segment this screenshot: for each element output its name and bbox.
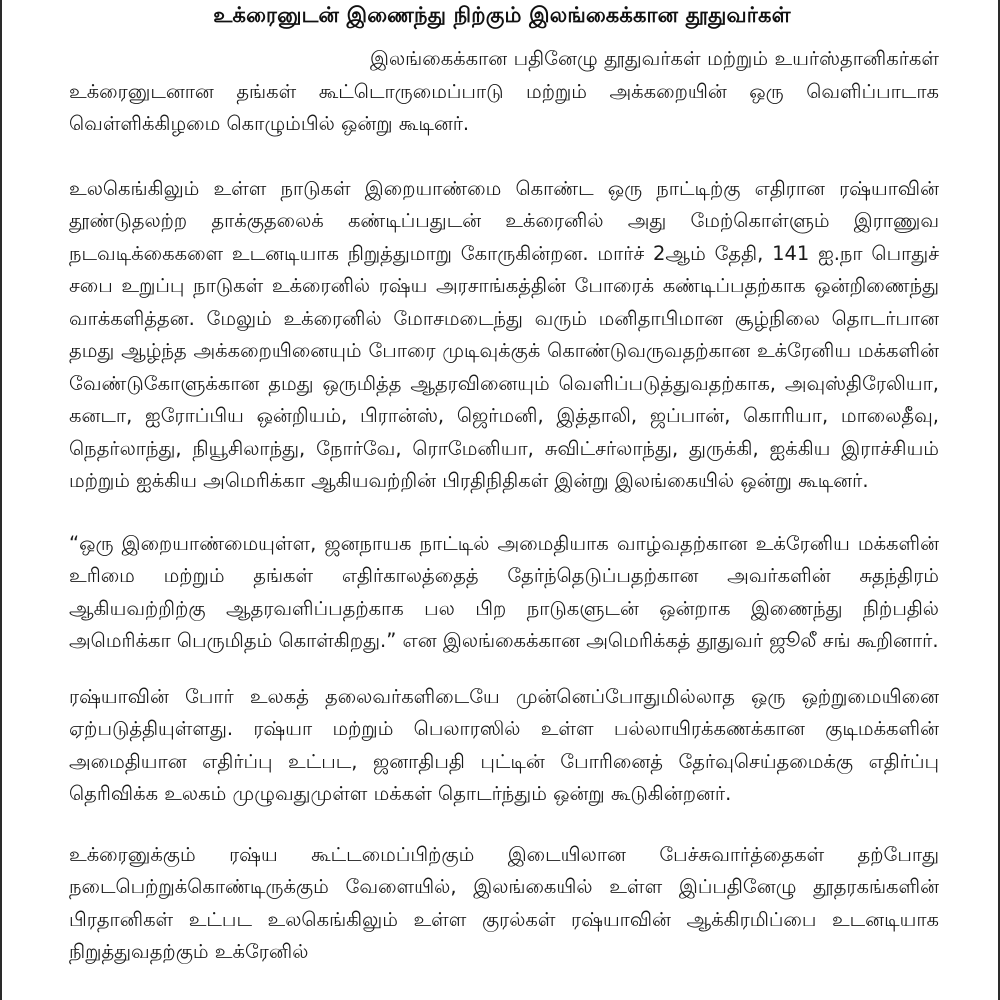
document-body xyxy=(69,43,939,969)
paragraph-ambassador-quote: “ஒரு இறையாண்மையுள்ள, ஜனநாயக நாட்டில் அமைதியாக வாழ்வதற்கான உக்ரேனிய மக்களின் உரிமை மற்றும் தங்கள் எதிர்காலத்தைத் தேர்ந்தெடுப்பதற்கான அவர்களின் சுதந்திரம் ஆகியவற்றிற்கு ஆதரவளிப்பதற்காக பல பிற நாடுகளுடன் ஒன்றாக இணைந்து நிற்பதில் அமெரிக்கா பெருமிதம் கொள்கிறது.” என இலங்கைக்கான அமெரிக்கத் தூதுவர் ஜூலீ சங் கூறினார். xyxy=(69,531,939,652)
document-title: உக்ரைனுடன் இணைந்து நிற்கும் இலங்கைக்கான தூதுவர்கள் xyxy=(213,3,791,27)
paragraph-negotiations: உக்ரைனுக்கும் ரஷ்ய கூட்டமைப்பிற்கும் இடையிலான பேச்சுவார்த்தைகள் தற்போது நடைபெற்றுக்கொண்டிருக்கும் வேளையில், இலங்கையில் உள்ள இப்பதினேழு தூதரகங்களின் பிரதானிகள் உட்பட உலகெங்கிலும் உள்ள குரல்கள் ரஷ்யாவின் ஆக்கிரமிப்பை உடனடியாக நிறுத்துவதற்கும் உக்ரேனில் xyxy=(69,842,939,963)
paragraph-ambassadors-gathering: இலங்கைக்கான பதினேழு தூதுவர்கள் மற்றும் உயர்ஸ்தானிகர்கள் உக்ரைனுடனான தங்கள் கூட்டொருமைப்பாடு மற்றும் அக்கறையின் ஒரு வெளிப்பாடாக வெள்ளிக்கிழமை கொழும்பில் ஒன்று கூடினர். xyxy=(69,47,939,135)
paragraph-world-unity: ரஷ்யாவின் போர் உலகத் தலைவர்களிடையே முன்னெப்போதுமில்லாத ஒரு ஒற்றுமையினை ஏற்படுத்தியுள்ளது. ரஷ்யா மற்றும் பெலாரஸில் உள்ள பல்லாயிரக்கணக்கான குடிமக்களின் அமைதியான எதிர்ப்பு உட்பட, ஜனாதிபதி புட்டின் போரினைத் தேர்வுசெய்தமைக்கு எதிர்ப்பு தெரிவிக்க உலகம் முழுவதுமுள்ள மக்கள் தொடர்ந்தும் ஒன்று கூடுகின்றனர். xyxy=(69,684,939,805)
paragraph-countries-condemn: உலகெங்கிலும் உள்ள நாடுகள் இறையாண்மை கொண்ட ஒரு நாட்டிற்கு எதிரான ரஷ்யாவின் தூண்டுதலற்ற தாக்குதலைக் கண்டிப்பதுடன் உக்ரைனில் அது மேற்கொள்ளும் இராணுவ நடவடிக்கைகளை உடனடியாக நிறுத்துமாறு கோருகின்றன. மார்ச் 2ஆம் தேதி, 141 ஐ.நா பொதுச் சபை உறுப்பு நாடுகள் உக்ரைனில் ரஷ்ய அரசாங்கத்தின் போரைக் கண்டிப்பதற்காக ஒன்றிணைந்து வாக்களித்தன. மேலும் உக்ரைனில் மோசமடைந்து வரும் மனிதாபிமான சூழ்நிலை தொடர்பான தமது ஆழ்ந்த அக்கறையினையும் போரை முடிவுக்குக் கொண்டுவருவதற்கான உக்ரேனிய மக்களின் வேண்டுகோளுக்கான தமது ஒருமித்த ஆதரவினையும் வெளிப்படுத்துவதற்காக, அவுஸ்திரேலியா, கனடா, ஐரோப்பிய ஒன்றியம், பிரான்ஸ், ஜெர்மனி, இத்தாலி, ஜப்பான், கொரியா, மாலைதீவு, நெதர்லாந்து, நியூசிலாந்து, நோர்வே, ரொமேனியா, சுவிட்சர்லாந்து, துருக்கி, ஐக்கிய இராச்சியம் மற்றும் ஐக்கிய அமெரிக்கா ஆகியவற்றின் பிரதிநிதிகள் இன்று இலங்கையில் ஒன்று கூடினர். xyxy=(69,176,939,492)
